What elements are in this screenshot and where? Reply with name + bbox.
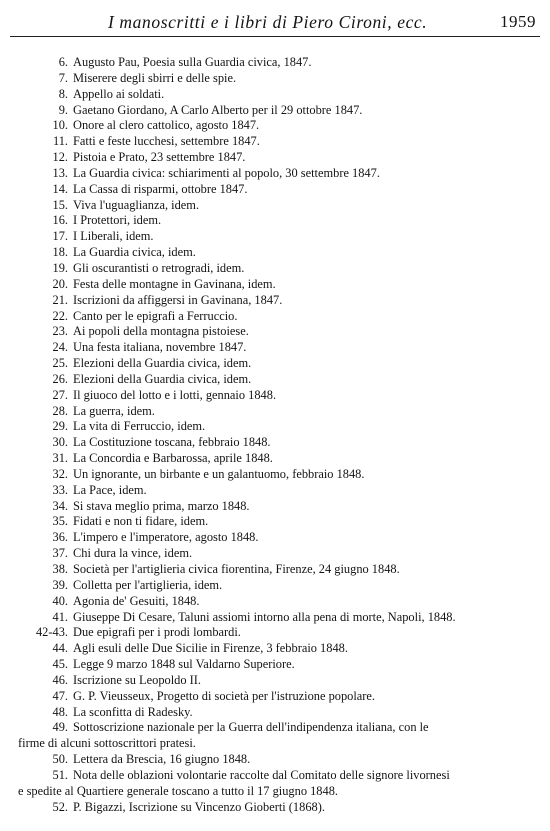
item-text: La Pace, idem.: [73, 482, 147, 497]
item-text: G. P. Vieusseux, Progetto di società per l'istruzione popolare.: [73, 688, 376, 703]
list-item: [0, 293, 550, 309]
item-text: L'impero e l'imperatore, agosto 1848.: [73, 530, 259, 545]
list-item: [0, 752, 550, 768]
item-text: Onore al clero cattolico, agosto 1847.: [73, 118, 260, 133]
item-text: Iscrizione su Leopoldo II.: [73, 672, 201, 687]
list-item: [0, 451, 550, 467]
item-text: La sconfitta di Radesky.: [73, 704, 193, 719]
item-text: Agonia de' Gesuiti, 1848.: [73, 593, 200, 608]
item-number: 29.: [52, 419, 68, 434]
item-text: Fidati e non ti fidare, idem.: [73, 514, 209, 529]
item-text: Giuseppe Di Cesare, Taluni assiomi intorno alla pena di morte, Napoli, 1848.: [73, 609, 456, 624]
running-head: [10, 8, 540, 37]
list-item-continuation: [0, 784, 550, 800]
item-text: La Cassa di risparmi, ottobre 1847.: [73, 181, 248, 196]
item-number: 46.: [52, 672, 68, 687]
list-item: [0, 103, 550, 119]
list-item: [0, 182, 550, 198]
item-number: 25.: [52, 356, 68, 371]
item-text: Sottoscrizione nazionale per la Guerra dell'indipendenza italiana, con le: [73, 720, 429, 735]
item-text: La Guardia civica: schiarimenti al popolo, 30 settembre 1847.: [73, 165, 380, 180]
list-item: [0, 356, 550, 372]
list-item: [0, 435, 550, 451]
item-number: 13.: [52, 165, 68, 180]
list-item: [0, 705, 550, 721]
item-text: Due epigrafi per i prodi lombardi.: [73, 625, 241, 640]
item-number: 44.: [52, 641, 68, 656]
item-number: 18.: [52, 245, 68, 260]
item-text: Si stava meglio prima, marzo 1848.: [73, 498, 250, 513]
item-text: Un ignorante, un birbante e un galantuomo, febbraio 1848.: [73, 466, 365, 481]
list-item: [0, 213, 550, 229]
item-number: 37.: [52, 546, 68, 561]
item-text: Canto per le epigrafi a Ferruccio.: [73, 308, 238, 323]
item-number: 38.: [52, 562, 68, 576]
item-number: 20.: [52, 276, 68, 291]
item-number: 49.: [52, 720, 68, 735]
item-number: 30.: [52, 435, 68, 450]
item-text: La Guardia civica, idem.: [73, 245, 196, 260]
item-text: Elezioni della Guardia civica, idem.: [73, 371, 252, 386]
item-text: P. Bigazzi, Iscrizione su Vincenzo Gioberti (1868).: [73, 799, 325, 814]
list-item: [0, 562, 550, 578]
item-text: Ai popoli della montagna pistoiese.: [73, 324, 249, 339]
item-number: 52.: [52, 799, 68, 814]
item-number: 16.: [52, 213, 68, 228]
item-number: 51.: [52, 767, 68, 782]
list-item: [0, 720, 550, 736]
list-item: [0, 546, 550, 562]
item-number: 19.: [52, 260, 68, 275]
item-number: 12.: [52, 150, 68, 165]
list-item: [0, 118, 550, 134]
item-number: 14.: [52, 181, 68, 196]
list-item: [0, 673, 550, 689]
item-text: Lettera da Brescia, 16 giugno 1848.: [73, 752, 251, 767]
item-text: Colletta per l'artiglieria, idem.: [73, 577, 223, 592]
item-number: 31.: [52, 451, 68, 466]
list-item: [0, 388, 550, 404]
item-number: 47.: [52, 688, 68, 703]
item-text: Una festa italiana, novembre 1847.: [73, 340, 247, 355]
item-text: Miserere degli sbirri e delle spie.: [73, 70, 237, 85]
item-text: Elezioni della Guardia civica, idem.: [73, 356, 252, 371]
item-number: 33.: [52, 482, 68, 497]
item-number: 27.: [52, 387, 68, 402]
list-item: [0, 261, 550, 277]
item-number: 8.: [58, 86, 68, 101]
item-text: Gaetano Giordano, A Carlo Alberto per il 29 ottobre 1847.: [73, 102, 363, 117]
item-text: La guerra, idem.: [73, 403, 155, 418]
item-number: 22.: [52, 308, 68, 323]
item-number: 28.: [52, 403, 68, 418]
item-text: Appello ai soldati.: [73, 86, 165, 101]
item-number: 15.: [52, 197, 68, 212]
item-text: I Liberali, idem.: [73, 229, 154, 244]
item-text: Il giuoco del lotto e i lotti, gennaio 1848.: [73, 387, 277, 402]
item-number: 36.: [52, 530, 68, 545]
item-number: 34.: [52, 498, 68, 513]
list-item: [0, 657, 550, 673]
list-item: [0, 324, 550, 340]
item-text: Legge 9 marzo 1848 sul Valdarno Superiore.: [73, 657, 295, 672]
item-text: La Costituzione toscana, febbraio 1848.: [73, 435, 271, 450]
list-item: [0, 610, 550, 626]
list-item: [0, 404, 550, 420]
item-text: firme di alcuni sottoscrittori pratesi.: [18, 736, 196, 751]
list-item: [0, 689, 550, 705]
list-item: [0, 87, 550, 103]
item-number: 48.: [52, 704, 68, 719]
list-item: [0, 71, 550, 87]
list-item: [0, 134, 550, 150]
list-item: [0, 467, 550, 483]
item-number: 41.: [52, 609, 68, 624]
list-item: [0, 514, 550, 530]
list-item: [0, 309, 550, 325]
item-number: 39.: [52, 577, 68, 592]
list-item: [0, 641, 550, 657]
item-number: 10.: [52, 118, 68, 133]
item-text: La Concordia e Barbarossa, aprile 1848.: [73, 451, 273, 466]
item-number: 35.: [52, 514, 68, 529]
list-item: [0, 419, 550, 435]
item-number: 24.: [52, 340, 68, 355]
list-item: [0, 166, 550, 182]
item-number: 21.: [52, 292, 68, 307]
item-number: 6.: [58, 55, 68, 69]
list-item: [0, 594, 550, 610]
item-text: Festa delle montagne in Gavinana, idem.: [73, 276, 276, 291]
item-text: e spedite al Quartiere generale toscano a tutto il 17 giugno 1848.: [18, 783, 338, 798]
list-item: [0, 768, 550, 784]
list-item: [0, 483, 550, 499]
item-text: Agli esuli delle Due Sicilie in Firenze, 3 febbraio 1848.: [73, 641, 348, 656]
item-number: 45.: [52, 657, 68, 672]
item-number: 50.: [52, 752, 68, 767]
item-text: I Protettori, idem.: [73, 213, 162, 228]
list-item-continuation: [0, 736, 550, 752]
list-item: [0, 530, 550, 546]
page-number: 1959: [500, 12, 536, 31]
item-number: 40.: [52, 593, 68, 608]
list-item: [0, 229, 550, 245]
list-item: [0, 578, 550, 594]
item-number: 7.: [58, 70, 68, 85]
item-text: Nota delle oblazioni volontarie raccolte dal Comitato delle signore livornesi: [73, 767, 450, 782]
list-item: [0, 625, 550, 641]
list-item: [0, 800, 550, 816]
item-number: 17.: [52, 229, 68, 244]
item-text: La vita di Ferruccio, idem.: [73, 419, 206, 434]
entry-list: [0, 55, 550, 816]
list-item: [0, 55, 550, 71]
list-item: [0, 198, 550, 214]
item-text: Pistoia e Prato, 23 settembre 1847.: [73, 150, 246, 165]
item-text: Chi dura la vince, idem.: [73, 546, 193, 561]
item-number: 26.: [52, 371, 68, 386]
list-item: [0, 245, 550, 261]
item-number: 11.: [52, 134, 68, 149]
item-text: Augusto Pau, Poesia sulla Guardia civica, 1847.: [73, 55, 312, 69]
item-text: Fatti e feste lucchesi, settembre 1847.: [73, 134, 260, 149]
item-number: 42-43.: [35, 625, 68, 640]
list-item: [0, 150, 550, 166]
item-text: Viva l'uguaglianza, idem.: [73, 197, 200, 212]
item-text: Iscrizioni da affiggersi in Gavinana, 1847.: [73, 292, 283, 307]
list-item: [0, 372, 550, 388]
item-number: 32.: [52, 466, 68, 481]
item-number: 9.: [58, 102, 68, 117]
list-item: [0, 277, 550, 293]
list-item: [0, 499, 550, 515]
item-text: Gli oscurantisti o retrogradi, idem.: [73, 260, 245, 275]
running-head-title: I manoscritti e i libri di Piero Cironi, ecc.: [108, 12, 428, 32]
item-number: 23.: [52, 324, 68, 339]
list-item: [0, 340, 550, 356]
item-text: Società per l'artiglieria civica fiorentina, Firenze, 24 giugno 1848.: [73, 562, 400, 576]
